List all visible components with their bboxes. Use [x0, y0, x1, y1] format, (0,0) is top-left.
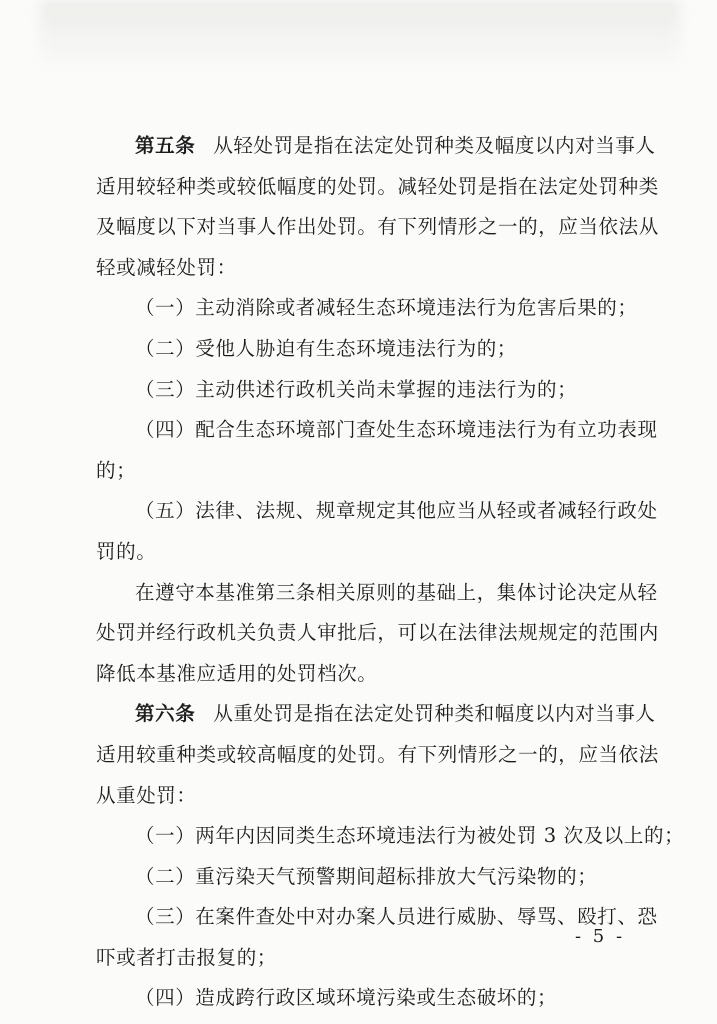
article-5-closing-line: 处罚并经行政机关负责人审批后，可以在法律法规规定的范围内 [96, 621, 659, 645]
article-6-item: （四）造成跨行政区域环境污染或生态破坏的； [135, 986, 558, 1010]
article-6-line: 从重处罚： [96, 783, 197, 807]
article-5-line: 适用较轻种类或较低幅度的处罚。减轻处罚是指在法定处罚种类 [96, 174, 659, 198]
scan-shadow [40, 0, 680, 70]
article-6-item: （三）在案件查处中对办案人员进行威胁、辱骂、殴打、恐 [135, 905, 658, 929]
article-5-item-continuation: 的； [96, 458, 137, 482]
document-body [96, 126, 685, 1019]
article-5-closing-line: 在遵守本基准第三条相关原则的基础上，集体讨论决定从轻 [135, 580, 658, 604]
page-number: - 5 - [575, 926, 626, 947]
article-5-item: （一）主动消除或者减轻生态环境违法行为危害后果的； [135, 296, 638, 320]
article-5-item: （四）配合生态环境部门查处生态环境违法行为有立功表现 [135, 418, 658, 442]
article-5-item-continuation: 罚的。 [96, 539, 157, 563]
article-6-line: 适用较重种类或较高幅度的处罚。有下列情形之一的，应当依法 [96, 742, 659, 766]
article-5-first-line [96, 126, 656, 167]
article-6-first-line [96, 694, 656, 735]
article-6-item: （二）重污染天气预警期间超标排放大气污染物的； [135, 864, 598, 888]
article-6-item-continuation: 吓或者打击报复的； [96, 945, 277, 969]
article-6-item: （一）两年内因同类生态环境违法行为被处罚 3 次及以上的； [135, 824, 685, 848]
article-5-line: 轻或减轻处罚： [96, 255, 237, 279]
article-5-item: （二）受他人胁迫有生态环境违法行为的； [135, 336, 517, 360]
article-5-item: （五）法律、法规、规章规定其他应当从轻或者减轻行政处 [135, 499, 658, 523]
article-5-line: 及幅度以下对当事人作出处罚。有下列情形之一的，应当依法从 [96, 215, 659, 239]
article-5-closing-line: 降低本基准应适用的处罚档次。 [96, 661, 378, 685]
article-6-heading: 第六条 [135, 702, 196, 726]
article-5-item: （三）主动供述行政机关尚未掌握的违法行为的； [135, 377, 578, 401]
article-5-heading: 第五条 [135, 134, 196, 157]
article-6-text: 从重处罚是指在法定处罚种类和幅度以内对当事人 [213, 702, 656, 726]
article-5-text: 从轻处罚是指在法定处罚种类及幅度以内对当事人 [213, 134, 656, 157]
